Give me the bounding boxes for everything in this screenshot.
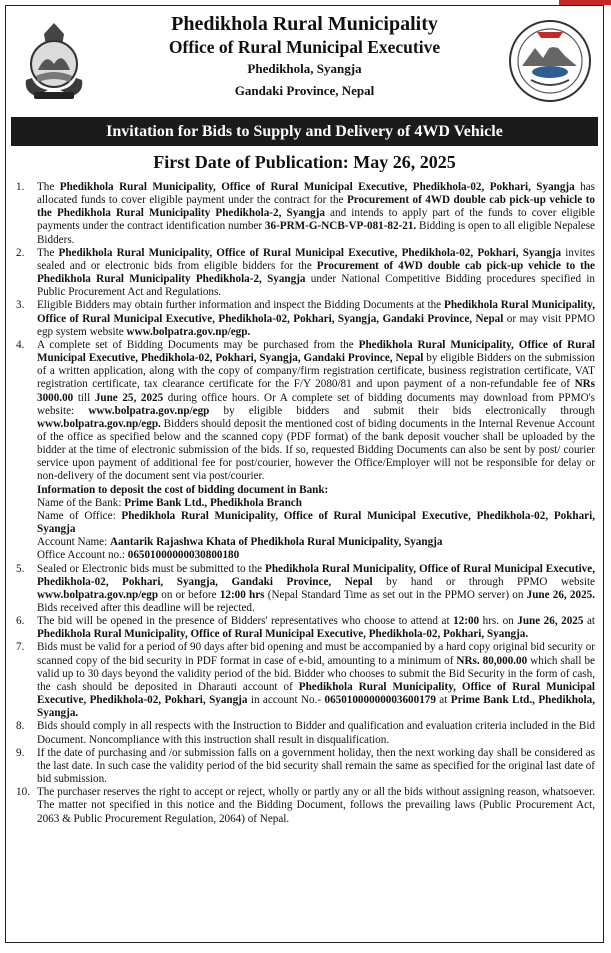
account-number: Office Account no.: 06501000000030800180 [37, 549, 240, 562]
list-item [16, 247, 595, 300]
list-item [16, 786, 595, 825]
item-number: 9. [16, 746, 25, 759]
item-text: The Phedikhola Rural Municipality, Office of Rural Municipal Executive, Phedikhola-02, Pokhari, Syangja invites sealed and or electronic bids from eligible bidders for the Procurement of 4WD double cab pick-up vehicle to the Phedikhola Rural Municipality Phedikhola-2, Syangja under National Competitive Bidding procedures specified in Public Procurement Act and Regulations. [37, 246, 595, 299]
list-item [16, 747, 595, 786]
item-text: A complete set of Bidding Documents may be purchased from the Phedikhola Rural Municipality, Office of Rural Municipal Executive, Phedikhola-02, Pokhari, Syangja, Gandaki Province, Nepal by eligible Bidders on the submission of a written application, along with the copy of company/firm registration certificate, business registration certificate, VAT registration certificate, tax clearance certificate for the F/Y 2080/81 and upon payment of a non-refundable fee of NRs 3000.00 till June 25, 2025 during office hours. Or A complete set of bidding documents may download from PPMO's website: www.bolpatra.gov.np/egp by eligible bidders and submit their bids electronically through www.bolpatra.gov.np/egp. Bidders should deposit the mentioned cost of biding documents in the Internal Revenue Account of the office as specified below and the scanned copy (PDF format) of the bank deposit voucher shall be uploaded by the bidder at the time of electronic submission of the bids. If so, requested Bidding Documents can also be sent by post/ courier service upon payment of additional fee for post/courier, however the Office/Employer will not be responsible for delay or non-delivery of the document sent via post/courier. [37, 338, 596, 483]
list-item [16, 641, 595, 720]
numbered-list-continued [16, 563, 595, 826]
item-number: 4. [16, 338, 25, 351]
item-text: The Phedikhola Rural Municipality, Office of Rural Municipal Executive, Phedikhola-02, Pokhari, Syangja has allocated funds to cover eligible payment under the contract for the Procurement of 4WD double cab pick-up vehicle to the Phedikhola Rural Municipality Phedikhola-2, Syangja and intends to apply part of the funds to cover eligible payments under the contract identification number 36-PRM-G-NCB-VP-081-82-21. Bidding is open to all eligible Nepalese Bidders. [37, 181, 596, 246]
notice-title-banner: Invitation for Bids to Supply and Delivery of 4WD Vehicle [11, 117, 598, 146]
bid-notice [5, 5, 604, 943]
municipality-seal-icon [507, 18, 593, 104]
item-text: The purchaser reserves the right to accept or reject, wholly or partly any or all the bids without assigning reason, whatsoever. The matter not specified in this notice and the Bidding Document, follows the prevailing laws (Public Procurement Act, 2063 & Public Procurement Regulation, 2064) of Nepal. [37, 786, 595, 825]
bank-info-heading: Information to deposit the cost of bidding document in Bank: [37, 483, 329, 496]
item-number: 8. [16, 720, 25, 733]
item-number: 10. [16, 786, 30, 799]
org-name: Phedikhola Rural Municipality [171, 13, 438, 35]
list-item [16, 720, 595, 746]
item-number: 7. [16, 641, 25, 654]
account-name: Account Name: Aantarik Rajashwa Khata of Phedikhola Rural Municipality, Syangja [37, 536, 443, 549]
header-text [106, 12, 503, 102]
notice-header [6, 6, 603, 114]
nepal-emblem-icon [18, 20, 90, 102]
item-number: 2. [16, 246, 25, 259]
numbered-list [16, 181, 595, 484]
item-number: 3. [16, 299, 25, 312]
list-item [16, 299, 595, 338]
bank-info [16, 484, 595, 563]
office-name-bank: Name of Office: Phedikhola Rural Municipality, Office of Rural Municipal Executive, Phedikhola-02, Pokhari, Syangja [37, 509, 595, 536]
list-item [16, 563, 595, 616]
list-item [16, 615, 595, 641]
item-text: Sealed or Electronic bids must be submitted to the Phedikhola Rural Municipality, Office of Rural Municipal Executive, Phedikhola-02, Pokhari, Syangja, Gandaki Province, Nepal by hand or through PPMO website www.bolpatra.gov.np/egp on or before 12:00 hrs (Nepal Standard Time as set out in the PPMO server) on June 26, 2025. Bids received after this deadline will be rejected. [37, 562, 595, 614]
item-number: 6. [16, 615, 25, 628]
location: Phedikhola, Syangja [247, 61, 362, 76]
item-text: The bid will be opened in the presence of Bidders' representatives who choose to attend at 12:00 hrs. on June 26, 2025 at Phedikhola Rural Municipality, Office of Rural Municipal Executive, Phedikhola-02, Pokhari, Syangja. [37, 615, 596, 641]
office-name: Office of Rural Municipal Executive [168, 37, 441, 57]
item-text: Bids must be valid for a period of 90 days after bid opening and must be accompanied by a hard copy original bid security or scanned copy of the bid security in PDF format in case of e-bid, amounting to a minimum of NRs. 80,000.00 which shall be valid up to 30 days beyond the validity period of the bid. Bidder who chooses to submit the Bid Security in the form of cash, the cash should be deposited in Dharauti account of Phedikhola Rural Municipality, Office of Rural Municipal Executive, Phedikhola-02, Pokhari, Syangja in account No.- 06501000000003600179 at Prime Bank Ltd., Phedikhola, Syangja. [37, 641, 595, 720]
publication-date: First Date of Publication: May 26, 2025 [153, 152, 456, 172]
notice-body [16, 181, 595, 826]
bank-name: Name of the Bank: Prime Bank Ltd., Phedikhola Branch [37, 496, 302, 509]
item-text: Bids should comply in all respects with the Instruction to Bidder and qualification and evaluation criteria included in the Bid Document. Noncompliance with this instruction shall result in disqualification. [37, 720, 595, 746]
item-number: 1. [16, 181, 25, 193]
list-item [16, 181, 595, 247]
province: Gandaki Province, Nepal [234, 83, 375, 98]
list-item [16, 339, 595, 484]
item-number: 5. [16, 562, 25, 575]
item-text: Eligible Bidders may obtain further information and inspect the Bidding Documents at the Phedikhola Rural Municipality, Office of Rural Municipal Executive, Phedikhola-02, Pokhari, Syangja, Gandaki Province, Nepal or may visit PPMO egp system website www.bolpatra.gov.np/egp. [37, 299, 595, 338]
item-text: If the date of purchasing and /or submission falls on a government holiday, then the next working day shall be considered as the last date. In such case the validity period of the bid security shall remain the same as specified for the original last date of bid submission. [37, 746, 595, 786]
